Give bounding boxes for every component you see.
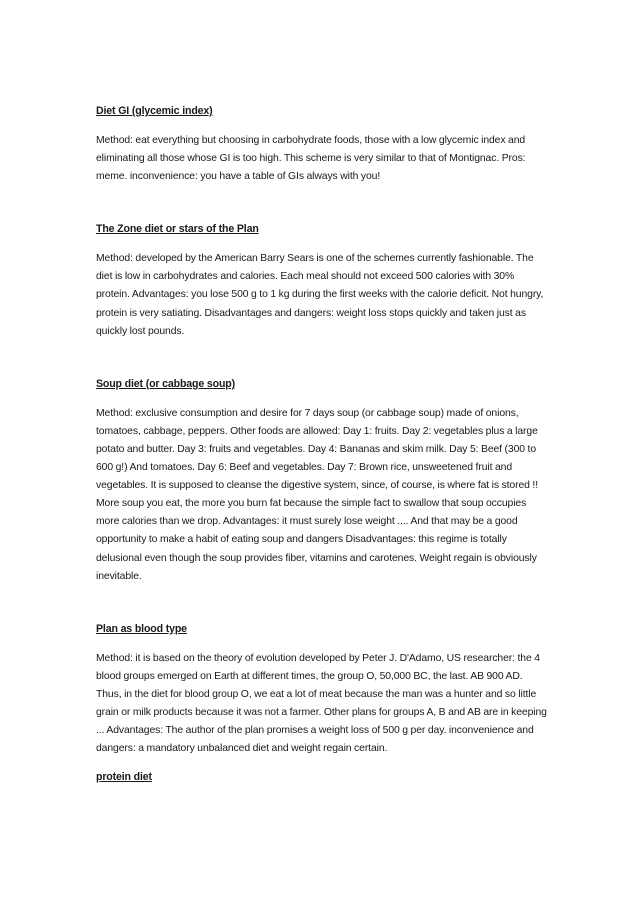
section-title: Soup diet (or cabbage soup) — [96, 377, 235, 390]
section-title: Plan as blood type — [96, 622, 187, 635]
section-title: protein diet — [96, 771, 152, 784]
document-content — [96, 104, 548, 784]
section-body: Method: developed by the American Barry Sears is one of the schemes currently fashionable. The diet is low in carbohydrates and calories. Each meal should not exceed 500 calories with 30% protein. Advantages: you lose 500 g to 1 kg during the first weeks with the calorie deficit. Not hungry, protein is very satiating. Disadvantages and dangers: weight loss stops quickly and taken just as quickly lost pounds. — [96, 253, 544, 337]
section-zone-diet — [96, 222, 548, 340]
section-soup-diet — [96, 377, 548, 586]
section-glycemic-index — [96, 104, 548, 186]
section-blood-type — [96, 622, 548, 759]
section-body: Method: exclusive consumption and desire for 7 days soup (or cabbage soup) made of onions, tomatoes, cabbage, peppers. Other foods are allowed: Day 1: fruits. Day 2: vegetables plus a large potato and butter. Day 3: fruits and vegetables. Day 4: Bananas and skim milk. Day 5: Beef (300 to 600 g!) And tomatoes. Day 6: Beef and vegetables. Day 7: Brown rice, unsweetened fruit and vegetables. It is supposed to cleanse the digestive system, since, of course, is where fat is stored !! More soup you eat, the more you burn fat because the simple fact to swallow that soup occupies more calories than we drop. Advantages: it must surely lose weight .... And that may be a good opportunity to make a habit of eating soup and dangers Disadvantages: this regime is totally delusional even though the soup provides fiber, vitamins and carotenes. Weight regain is obviously inevitable. — [96, 407, 538, 582]
section-body: Method: it is based on the theory of evolution developed by Peter J. D'Adamo, US researcher: the 4 blood groups emerged on Earth at different times, the group O, 50,000 BC, the last. AB 900 AD. Thus, in the diet for blood group O, we eat a lot of meat because the man was a hunter and so little grain or milk products because it was not a farmer. Other plans for groups A, B and AB are in keeping ... Advantages: The author of the plan promises a weight loss of 500 g per day. inconvenience and dangers: a mandatory unbalanced diet and weight regain certain. — [96, 652, 547, 755]
section-title: The Zone diet or stars of the Plan — [96, 223, 259, 236]
section-protein-diet — [96, 770, 548, 784]
section-body: Method: eat everything but choosing in carbohydrate foods, those with a low glycemic index and eliminating all those whose GI is too high. This scheme is very similar to that of Montignac. Pros: meme. inconvenience: you have a table of GIs always with you! — [96, 135, 526, 183]
section-title: Diet GI (glycemic index) — [96, 105, 213, 117]
